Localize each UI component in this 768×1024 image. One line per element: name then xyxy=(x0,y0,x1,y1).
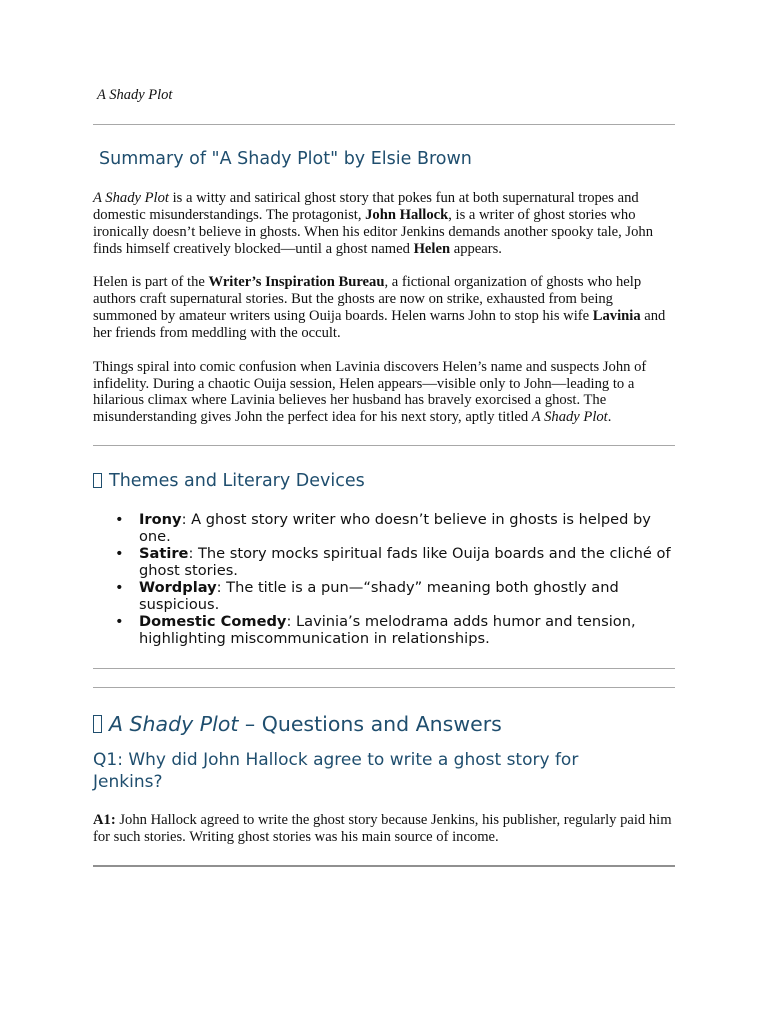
themes-heading: Themes and Literary Devices xyxy=(93,471,365,491)
divider xyxy=(93,687,675,688)
themes-list xyxy=(93,511,675,647)
list-item: • Satire: The story mocks spiritual fads like Ouija boards and the cliché of ghost stories. xyxy=(115,545,671,579)
running-header: A Shady Plot xyxy=(97,87,173,103)
bullet-icon: • xyxy=(115,511,124,528)
summary-section xyxy=(93,190,675,426)
list-item: • Domestic Comedy: Lavinia’s melodrama adds humor and tension, highlighting miscommunication in relationships. xyxy=(115,613,636,647)
bullet-icon: • xyxy=(115,613,124,630)
qa-heading: A Shady Plot – Questions and Answers xyxy=(93,712,502,736)
missing-glyph-icon xyxy=(93,473,102,488)
summary-heading: Summary of "A Shady Plot" by Elsie Brown xyxy=(99,149,472,169)
question-1: Q1: Why did John Hallock agree to write a ghost story for Jenkins? xyxy=(93,750,579,792)
divider xyxy=(93,124,675,125)
summary-paragraph-1: A Shady Plot is a witty and satirical ghost story that pokes fun at both supernatural tropes and domestic misunderstandings. The protagonist, John Hallock, is a writer of ghost stories who ironically doesn’t believe in ghosts. When his editor Jenkins demands another spooky tale, John finds himself creatively blocked—until a ghost named Helen appears. xyxy=(93,190,654,257)
summary-paragraph-2: Helen is part of the Writer’s Inspiration Bureau, a fictional organization of ghosts who help authors craft supernatural stories. But the ghosts are now on strike, exhausted from being summoned by amateur writers using Ouija boards. Helen warns John to stop his wife Lavinia and her friends from meddling with the occult. xyxy=(93,274,666,342)
missing-glyph-icon xyxy=(93,715,102,733)
divider xyxy=(93,445,675,446)
bullet-icon: • xyxy=(115,545,124,562)
divider xyxy=(93,865,675,867)
list-item: • Wordplay: The title is a pun—“shady” meaning both ghostly and suspicious. xyxy=(115,579,619,613)
bullet-icon: • xyxy=(115,579,124,596)
divider xyxy=(93,668,675,669)
summary-paragraph-3: Things spiral into comic confusion when Lavinia discovers Helen’s name and suspects John of infidelity. During a chaotic Ouija session, Helen appears—visible only to John—leading to a hilarious climax where Lavinia believes her husband has bravely exorcised a ghost. The misunderstanding gives John the perfect idea for his next story, aptly titled A Shady Plot. xyxy=(93,358,647,426)
list-item: • Irony: A ghost story writer who doesn’t believe in ghosts is helped by one. xyxy=(115,511,651,545)
answer-1: A1: John Hallock agreed to write the ghost story because Jenkins, his publisher, regularly paid him for such stories. Writing ghost stories was his main source of income. xyxy=(93,812,672,845)
